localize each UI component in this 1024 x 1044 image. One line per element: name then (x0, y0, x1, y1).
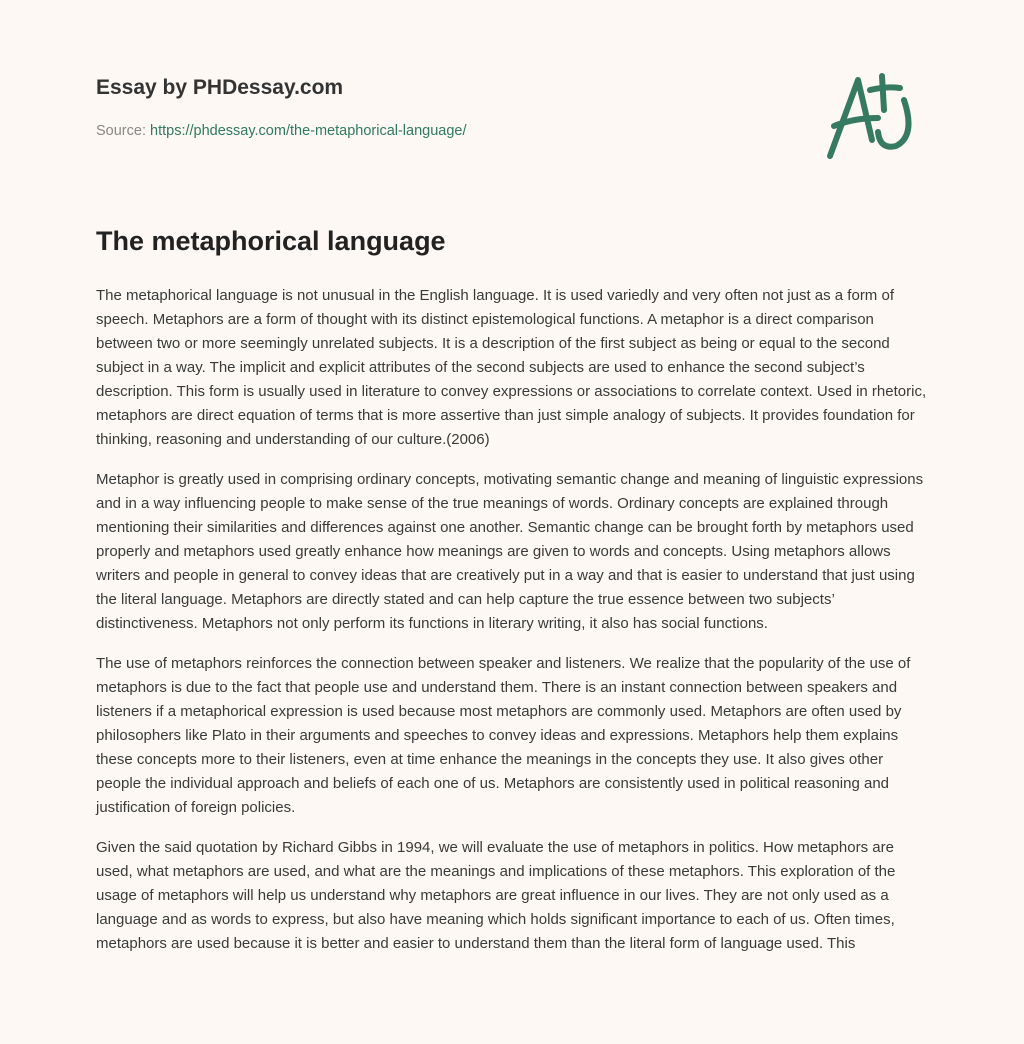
article-body (96, 284, 932, 972)
source-line (96, 123, 467, 139)
source-label: Source: (96, 123, 146, 139)
a-plus-logo-icon (820, 66, 930, 166)
source-link[interactable]: https://phdessay.com/the-metaphorical-language/ (150, 123, 467, 139)
paragraph: The use of metaphors reinforces the connection between speaker and listeners. We realize that the popularity of the use of metaphors is due to the fact that people use and understand them. There is an instant connection between speakers and listeners if a metaphorical expression is used because most metaphors are commonly used. Metaphors are often used by philosophers like Plato in their arguments and speeches to convey ideas and expressions. Metaphors help them explains these concepts more to their listeners, even at time enhance the meanings in the concepts they use. It also gives other people the individual approach and beliefs of each one of us. Metaphors are consistently used in political reasoning and justification of foreign policies. (96, 655, 911, 816)
paragraph: Given the said quotation by Richard Gibbs in 1994, we will evaluate the use of metaphors in politics. How metaphors are used, what metaphors are used, and what are the meanings and implications of these metaphors. This exploration of the usage of metaphors will help us understand why metaphors are great influence in our lives. They are not only used as a language and as words to express, but also have meaning which holds significant importance to each of us. Often times, metaphors are used because it is better and easier to understand them than the literal form of language used. This (96, 839, 896, 952)
article-title: The metaphorical language (96, 226, 446, 256)
site-title: Essay by PHDessay.com (96, 76, 344, 99)
paragraph: The metaphorical language is not unusual in the English language. It is used variedly and very often not just as a form of speech. Metaphors are a form of thought with its distinct epistemological functions. A metaphor is a direct comparison between two or more seemingly unrelated subjects. It is a description of the first subject as being or equal to the second subject in a way. The implicit and explicit attributes of the second subjects are used to enhance the second subject’s description. This form is usually used in literature to convey expressions or associations to correlate context. Used in rhetoric, metaphors are direct equation of terms that is more assertive than just simple analogy of subjects. It provides foundation for thinking, reasoning and understanding of our culture.(2006) (96, 287, 927, 448)
paragraph: Metaphor is greatly used in comprising ordinary concepts, motivating semantic change and meaning of linguistic expressions and in a way influencing people to make sense of the true meanings of words. Ordinary concepts are explained through mentioning their similarities and differences against one another. Semantic change can be brought forth by metaphors used properly and metaphors used greatly enhance how meanings are given to words and concepts. Using metaphors allows writers and people in general to convey ideas that are creatively put in a way and that is easier to understand that just using the literal language. Metaphors are directly stated and can help capture the true essence between two subjects’ distinctiveness. Metaphors not only perform its functions in literary writing, it also has social functions. (96, 471, 924, 632)
